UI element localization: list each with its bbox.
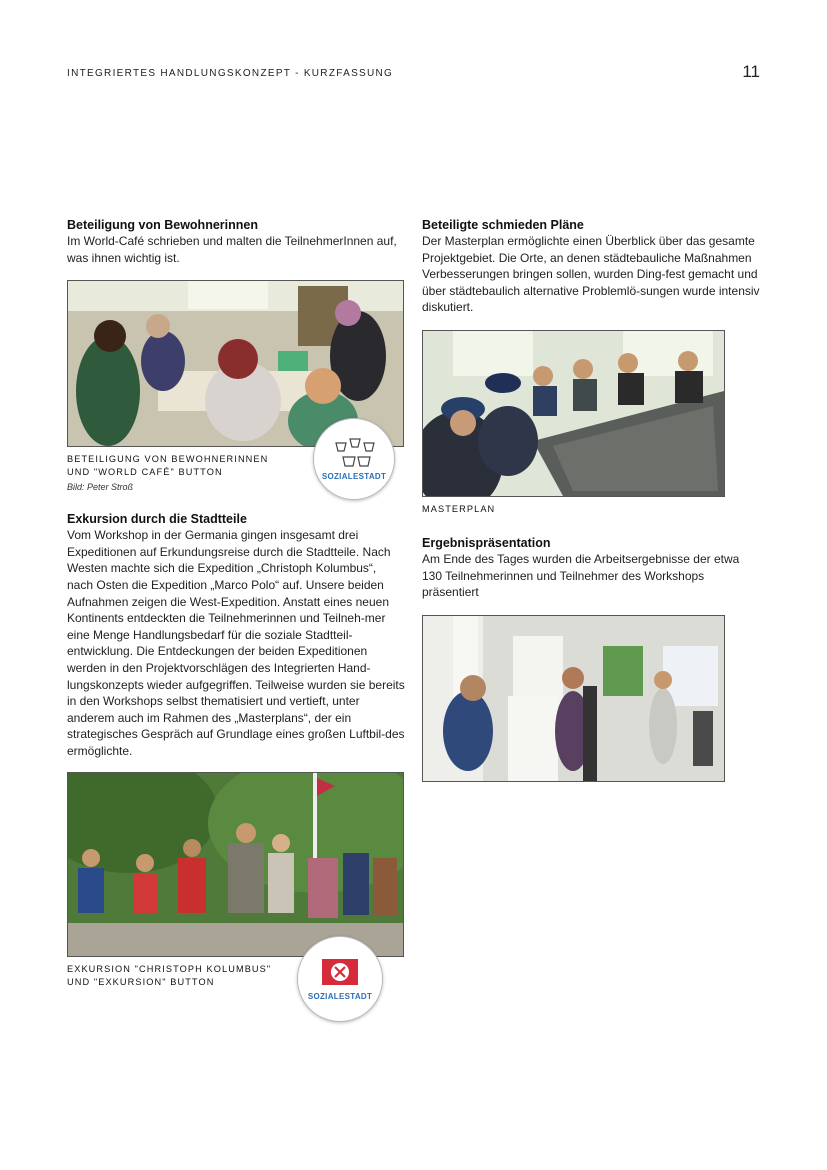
exkursion-button-badge: SOZIALESTADT [297,936,383,1022]
left-column [67,218,407,1001]
heading-ergebnis: Ergebnispräsentation [422,535,551,550]
text-exkursion: Vom Workshop in der Germania gingen insgesamt drei Expeditionen auf Erkundungsreise durch die Stadtteile. Nach Westen machte sich die Expedition „Christoph Kolumbus“, nach Osten die Expedition „Marco Polo“ auf. Unsere beiden Aufnahmen zeigen die West-Expedition. Anstatt eines neuen Kontinents entdeckten die Teilnehmerinnen und Teilneh-mer eine Menge Handlungsbedarf für die soziale Stadtteil-entwicklung. Die Entdeckungen der beiden Expeditionen werden in den Projektvorschlägen des Integrierten Hand-lungskonzepts wieder aufgegriffen. Teilweise wurden sie bereits in den Workshops selbst thematisiert und vertieft, unter anderem auch im Rahmen des „Masterplans“, der ein strategisches Gespräch auf Grundlage eines großen Luftbil-des ermöglichte. [67,528,405,758]
photo-ergebnis [422,615,725,782]
exkursion-image [68,773,403,956]
caption-world-cafe: BETEILIGUNG VON BEWOHNERINNEN UND "WORLD CAFÉ" BUTTON [67,454,269,478]
flag-cross-icon [298,937,382,1021]
page-number: 11 [742,62,760,81]
ergebnis-image [423,616,724,781]
right-column [422,218,762,782]
caption-masterplan: MASTERPLAN [422,503,496,514]
heading-exkursion: Exkursion durch die Stadtteile [67,512,247,527]
coffee-cups-icon [314,419,394,499]
world-cafe-button-badge: SOZIALESTADT [313,418,395,500]
heading-beteiligung: Beteiligung von Bewohnerinnen [67,218,258,232]
text-ergebnis: Am Ende des Tages wurden die Arbeitsergebnisse der etwa 130 Teilnehmerinnen und Teilnehmer des Workshops präsentiert [422,551,740,600]
text-beteiligung: Im World-Café schrieben und malten die TeilnehmerInnen auf, was ihnen wichtig ist. [67,234,397,265]
running-header: INTEGRIERTES HANDLUNGSKONZEPT - KURZFASSUNG [67,68,394,79]
text-plaene: Der Masterplan ermöglichte einen Überblick über das gesamte Projektgebiet. Die Orte, an denen städtebauliche Maßnahmen Verbesserungen bringen sollen, wurden Ding-fest gemacht und über städtebaulich alternative Problemlö-sungen wurde intensiv diskutiert. [422,234,760,315]
masterplan-image [423,331,724,496]
photo-masterplan [422,330,725,497]
photo-credit: Bild: Peter Stroß [67,482,134,493]
caption-exkursion: EXKURSION "CHRISTOPH KOLUMBUS" UND "EXKURSION" BUTTON [67,963,272,987]
heading-plaene: Beteiligte schmieden Pläne [422,218,584,232]
photo-exkursion [67,772,404,957]
